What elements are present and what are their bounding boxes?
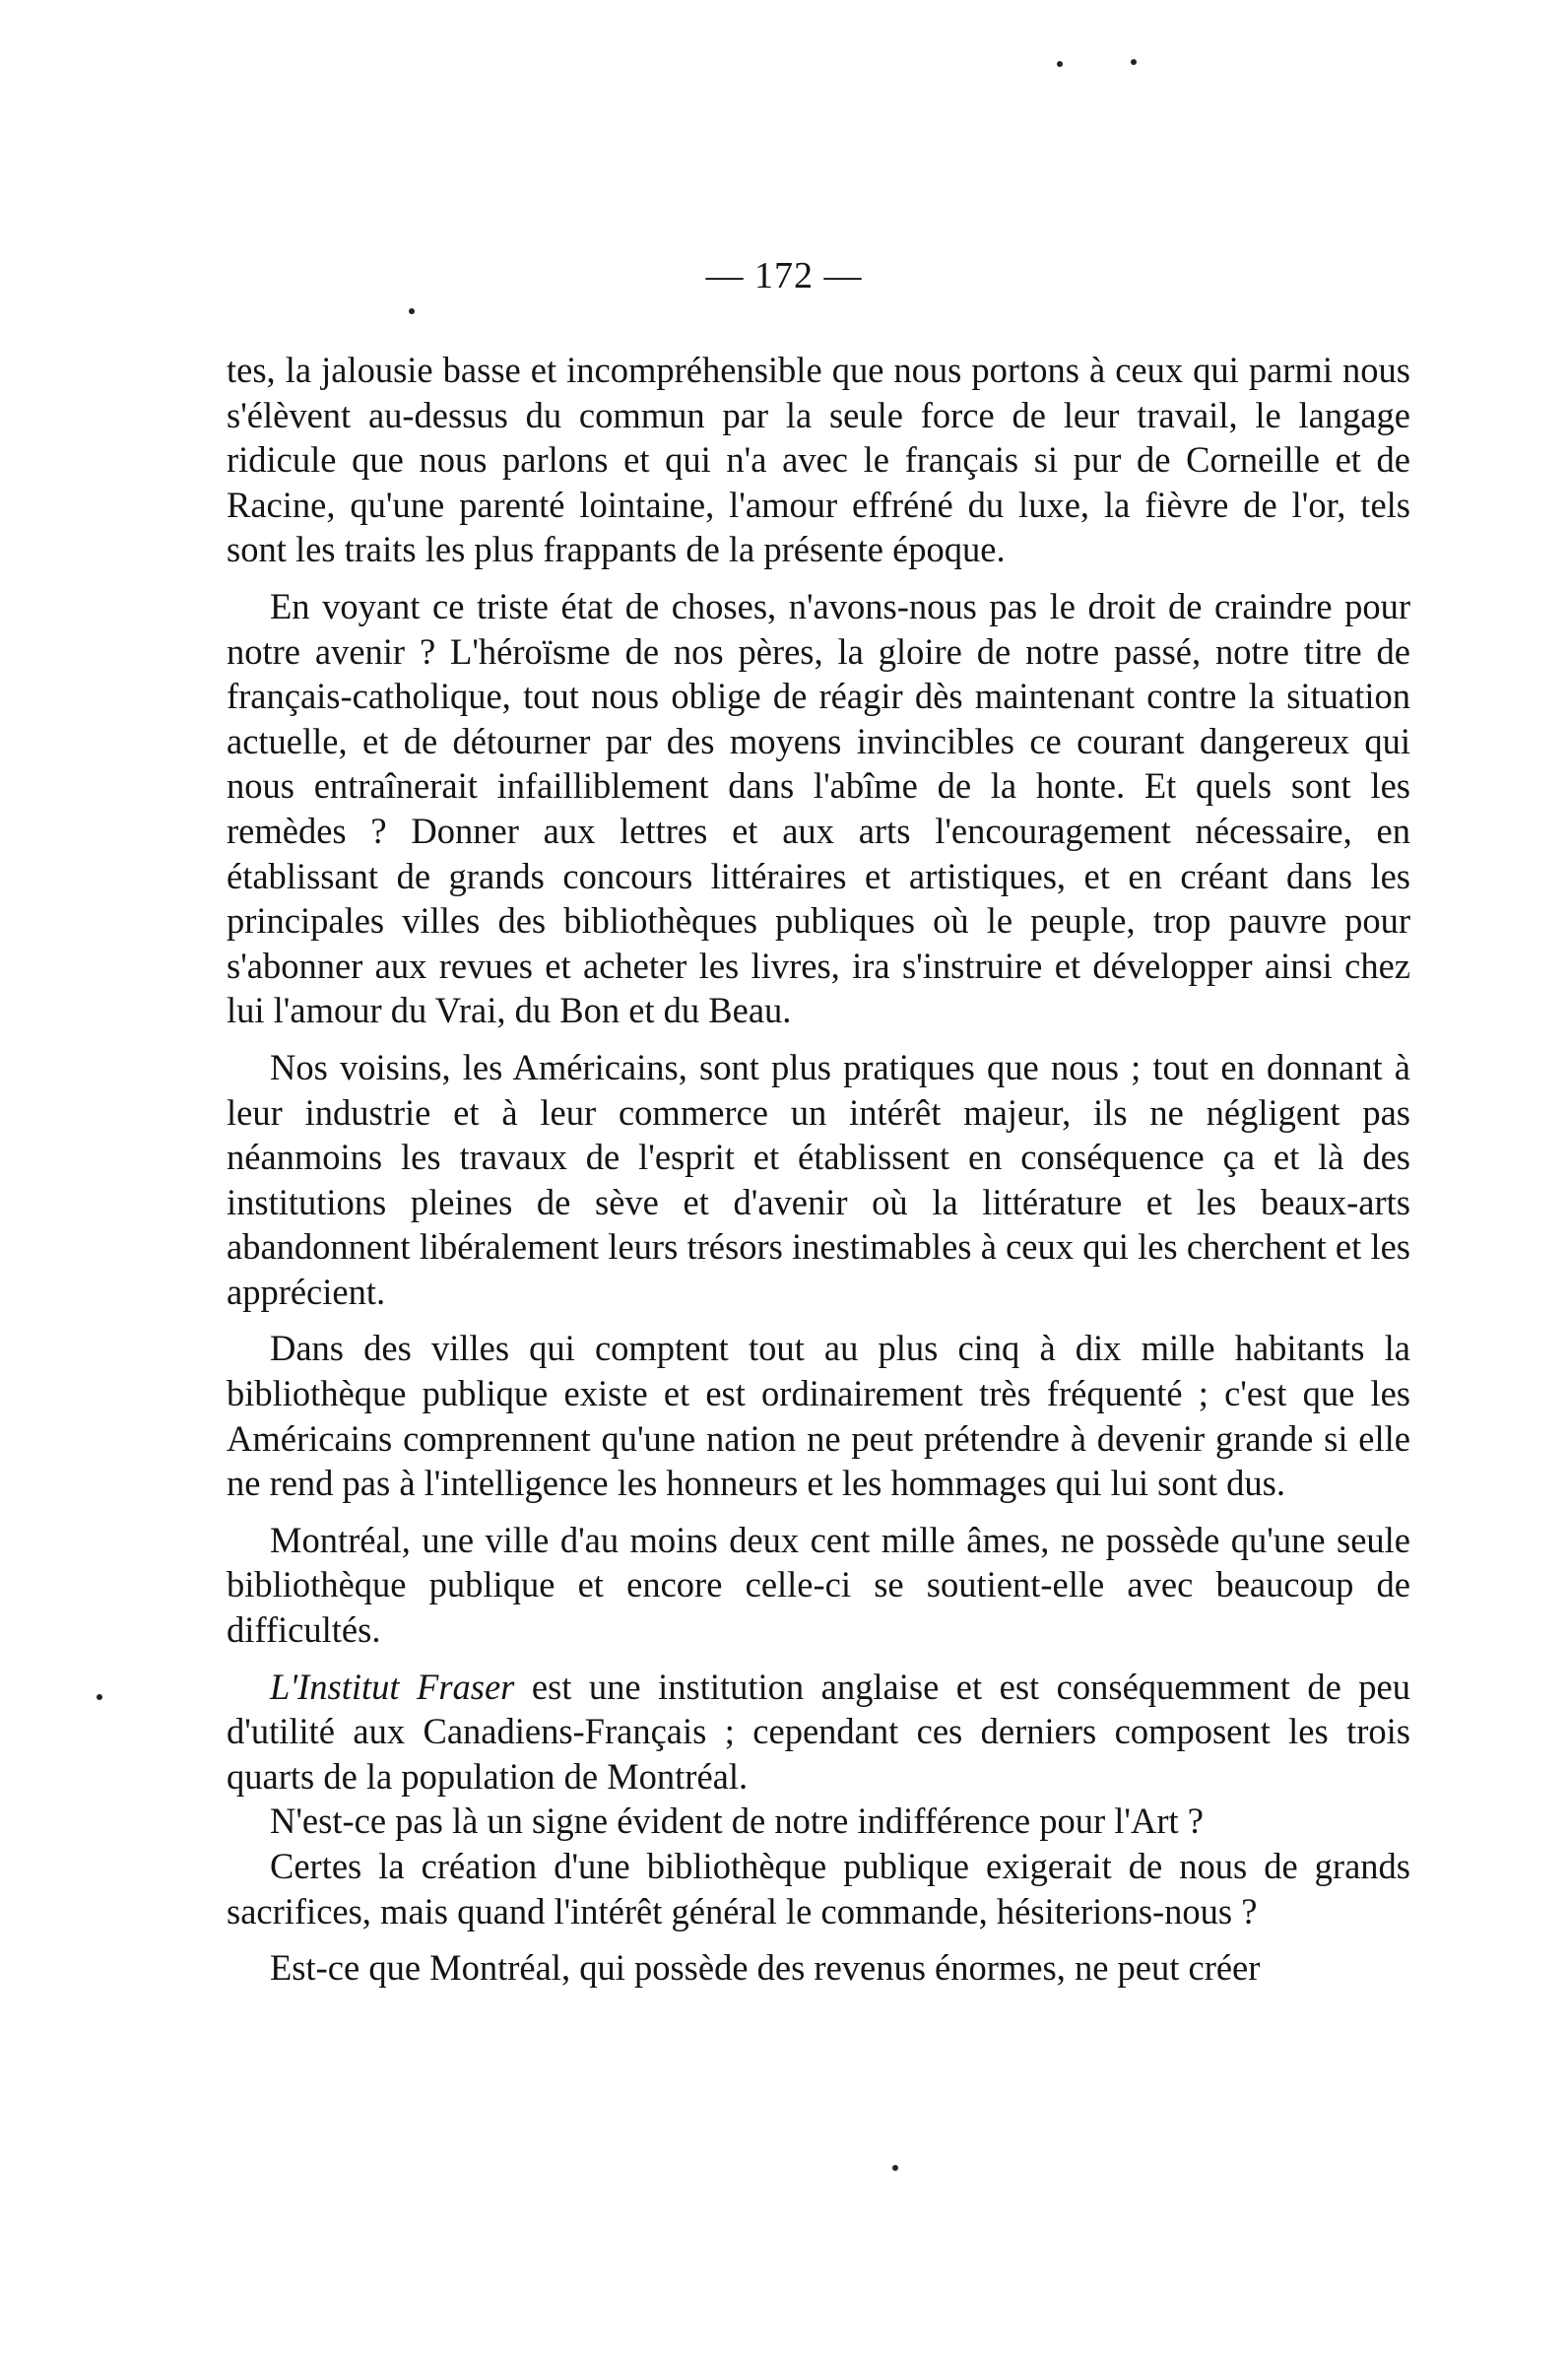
ink-speck [1057, 61, 1063, 67]
ink-speck [1131, 59, 1137, 65]
paragraph: Certes la création d'une bibliothèque publique exigerait de nous de grands sacrifices, mais quand l'intérêt général le commande, hésiterions-nous ? [227, 1846, 1410, 1931]
body-text [227, 348, 1410, 2002]
ink-speck [97, 1694, 102, 1700]
page-number: — 172 — [705, 255, 863, 296]
paragraph: En voyant ce triste état de choses, n'avons-nous pas le droit de craindre pour notre avenir ? L'héroïsme de nos pères, la gloire de notre passé, notre titre de français-catholique, tout nous oblige de réagir dès maintenant contre la situation actuelle, et de détourner par des moyens invincibles ce courant dangereux qui nous entraînerait infailliblement dans l'abîme de la honte. Et quels sont les remèdes ? Donner aux lettres et aux arts l'encouragement nécessaire, en établissant de grands concours littéraires et artistiques, et en créant dans les principales villes des bibliothèques publiques où le peuple, trop pauvre pour s'abonner aux revues et acheter les livres, ira s'instruire et développer ainsi chez lui l'amour du Vrai, du Bon et du Beau. [227, 585, 1410, 1031]
paragraph [227, 1665, 1410, 1800]
paragraph: tes, la jalousie basse et incompréhensible que nous portons à ceux qui parmi nous s'élèvent au-dessus du commun par la seule force de leur travail, le langage ridicule que nous parlons et qui n'a avec le français si pur de Corneille et de Racine, qu'une parenté lointaine, l'amour effréné du luxe, la fièvre de l'or, tels sont les traits les plus frappants de la présente époque. [227, 350, 1410, 570]
paragraph: Dans des villes qui comptent tout au plus cinq à dix mille habitants la bibliothèque publique existe et est ordinairement très fréquenté ; c'est que les Américains comprennent qu'une nation ne peut prétendre à devenir grande si elle ne rend pas à l'intelligence les honneurs et les hommages qui lui sont dus. [227, 1328, 1410, 1504]
institution-name: L'Institut Fraser [270, 1666, 515, 1707]
paragraph: Nos voisins, les Américains, sont plus pratiques que nous ; tout en donnant à leur industrie et à leur commerce un intérêt majeur, ils ne négligent pas néanmoins les travaux de l'esprit et établissent en conséquence ça et là des institutions pleines de sève et d'avenir où la littérature et les beaux-arts abandonnent libéralement leurs trésors inestimables à ceux qui les cherchent et les apprécient. [227, 1046, 1410, 1312]
paragraph: N'est-ce pas là un signe évident de notre indifférence pour l'Art ? [270, 1800, 1204, 1842]
ink-speck [892, 2165, 898, 2171]
paragraph: Est-ce que Montréal, qui possède des revenus énormes, ne peut créer [270, 1947, 1261, 1989]
paragraph-text: est une institution anglaise et est conséquemment de peu d'utilité aux Canadiens-Français ; cependant ces derniers composent les trois quarts de la population de Montréal. [227, 1666, 1410, 1797]
ink-speck [409, 308, 415, 314]
paragraph: Montréal, une ville d'au moins deux cent mille âmes, ne possède qu'une seule bibliothèque publique et encore celle-ci se soutient-elle avec beaucoup de difficultés. [227, 1519, 1410, 1651]
